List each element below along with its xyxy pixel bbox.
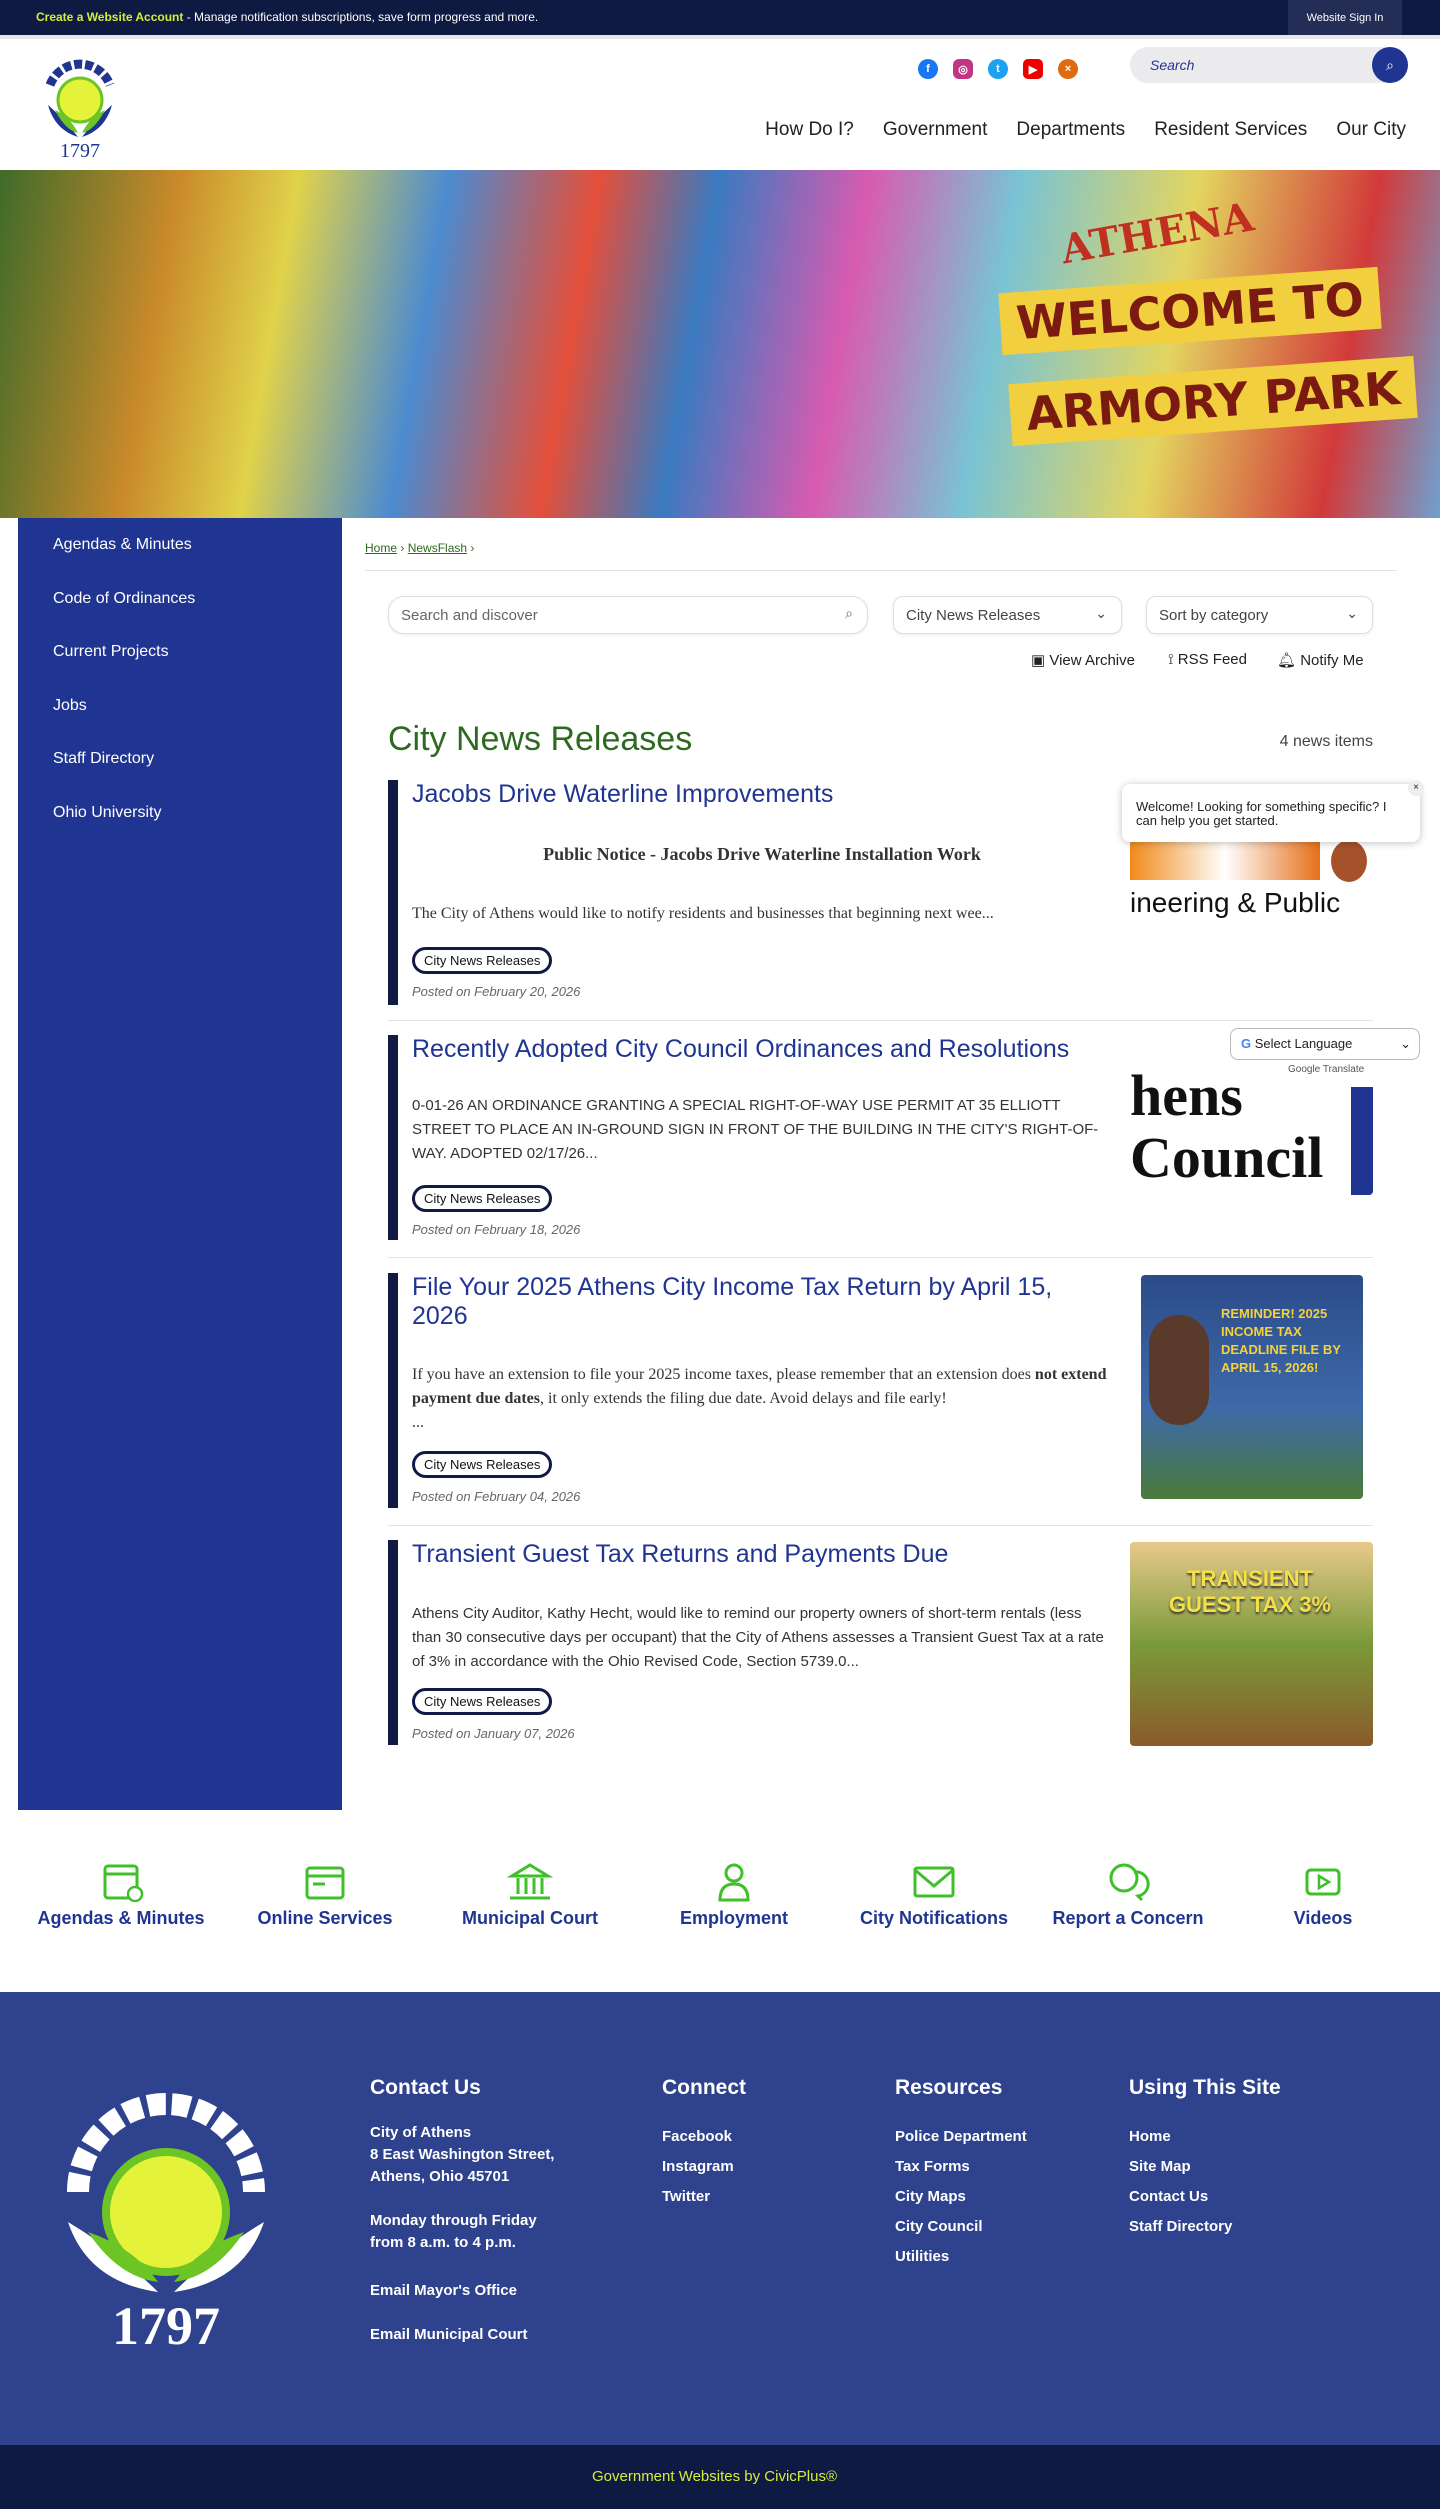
main-nav: [765, 119, 1406, 141]
bell-icon: 🔔︎: [1277, 652, 1297, 669]
item-accent-bar: [388, 1540, 398, 1745]
divider: [365, 570, 1397, 571]
summary-bold: not extend payment due dates: [412, 1366, 1107, 1407]
quick-link-city-notifications[interactable]: [834, 1862, 1034, 1929]
thumbnail-text: TRANSIENT GUEST TAX 3%: [1168, 1566, 1332, 1617]
footer-link-home[interactable]: Home: [1129, 2128, 1171, 2145]
news-summary: Athens City Auditor, Kathy Hecht, would like to remind our property owners of short-term rentals (less than 30 consecutive days per occupant) that the City of Athens assesses a Transient Guest Tax at a rate of 3% in accordance with the Ohio Revised Code, Section 5739.0...: [412, 1605, 1104, 1670]
twitter-icon[interactable]: t: [988, 59, 1008, 79]
quick-link-videos[interactable]: [1223, 1862, 1423, 1929]
posted-date: Posted on February 18, 2026: [412, 1222, 581, 1237]
hero-banner: [0, 170, 1440, 518]
footer-link-instagram[interactable]: Instagram: [662, 2158, 734, 2175]
news-thumbnail[interactable]: [1130, 1542, 1373, 1746]
summary-text: If you have an extension to file your 2025 income taxes, please remember that an extension does: [412, 1366, 1035, 1383]
site-header: [0, 35, 1440, 170]
sidebar: [18, 518, 342, 1810]
courthouse-icon: [506, 1862, 554, 1902]
news-title[interactable]: Jacobs Drive Waterline Improvements: [412, 780, 834, 808]
category-value: City News Releases: [906, 607, 1041, 624]
category-tag[interactable]: City News Releases: [412, 1451, 552, 1478]
divider: [388, 1020, 1373, 1021]
news-thumbnail[interactable]: [1141, 1275, 1363, 1499]
nav-resident-services[interactable]: Resident Services: [1154, 119, 1308, 140]
quick-link-employment[interactable]: [634, 1862, 834, 1929]
quick-link-online-services[interactable]: [225, 1862, 425, 1929]
breadcrumb-home[interactable]: Home: [365, 541, 398, 555]
create-account-link[interactable]: Create a Website Account: [36, 10, 184, 24]
news-thumbnail[interactable]: [1130, 1055, 1373, 1195]
thumbnail-text: ineering & Public: [1130, 887, 1341, 918]
footer-link-tax-forms[interactable]: Tax Forms: [895, 2158, 970, 2175]
contact-hours: Monday through Friday: [370, 2212, 537, 2229]
youtube-icon[interactable]: ▶: [1023, 59, 1043, 79]
athens-seal-icon: [30, 45, 130, 165]
footer-link-site-map[interactable]: Site Map: [1129, 2158, 1191, 2175]
item-accent-bar: [388, 780, 398, 1005]
footer-logo[interactable]: [48, 2082, 284, 2352]
sidebar-item-agendas[interactable]: Agendas & Minutes: [53, 536, 192, 553]
sidebar-item-ohio-university[interactable]: Ohio University: [53, 804, 162, 821]
quick-link-label: City Notifications: [859, 1908, 1008, 1928]
footer-link-contact[interactable]: Contact Us: [1129, 2188, 1209, 2205]
footer-link-city-maps[interactable]: City Maps: [895, 2188, 966, 2205]
news-item: [388, 1273, 1373, 1508]
nav-how-do-i[interactable]: How Do I?: [765, 119, 854, 140]
language-select[interactable]: [1230, 1028, 1420, 1060]
category-select[interactable]: [893, 596, 1122, 634]
facebook-icon[interactable]: f: [918, 59, 938, 79]
quick-link-label: Videos: [1293, 1908, 1353, 1928]
video-play-icon: [1299, 1862, 1347, 1902]
chevron-down-icon: ⌄: [1095, 605, 1107, 621]
footer-contact: [370, 2076, 554, 2350]
news-title[interactable]: File Your 2025 Athens City Income Tax Return by April 15, 2026: [412, 1273, 1053, 1330]
news-summary: The City of Athens would like to notify residents and businesses that beginning next wee...: [412, 905, 994, 922]
instagram-icon[interactable]: ◎: [953, 59, 973, 79]
sidebar-item-jobs[interactable]: Jobs: [53, 697, 87, 714]
footer-using-site: [1129, 2076, 1281, 2242]
breadcrumb-sep: ›: [470, 541, 475, 555]
quick-link-label: Online Services: [257, 1908, 393, 1928]
summary-ellipsis: ...: [412, 1414, 424, 1431]
news-thumbnail[interactable]: [1130, 840, 1373, 930]
google-translate-label: Google Translate: [1288, 1064, 1365, 1075]
view-archive-link[interactable]: [1031, 651, 1135, 669]
bottom-bar: [0, 2445, 1440, 2509]
breadcrumb-newsflash[interactable]: NewsFlash: [407, 541, 468, 555]
footer-heading: Resources: [895, 2076, 1003, 2099]
hero-text-welcome: WELCOME TO: [998, 267, 1381, 355]
svg-text:1797: 1797: [60, 140, 100, 162]
nav-government[interactable]: Government: [882, 119, 988, 140]
footer-link-facebook[interactable]: Facebook: [662, 2128, 733, 2145]
item-accent-bar: [388, 1035, 398, 1240]
news-summary: 0-01-26 AN ORDINANCE GRANTING A SPECIAL RIGHT-OF-WAY USE PERMIT AT 35 ELLIOTT STREET TO PLACE AN IN-GROUND SIGN IN FRONT OF THE BUILDING IN THE CITY'S RIGHT-OF-WAY. ADOPTED 02/17/26...: [412, 1097, 1099, 1162]
search-icon: ⌕: [1386, 56, 1394, 73]
news-count: 4 news items: [1279, 733, 1373, 750]
close-icon[interactable]: ×: [1408, 780, 1424, 796]
divider: [388, 1525, 1373, 1526]
sort-value: Sort by category: [1159, 607, 1269, 624]
chat-bubbles-icon: [1104, 1862, 1152, 1902]
online-services-icon: [301, 1862, 349, 1902]
footer-link-utilities[interactable]: Utilities: [895, 2248, 950, 2265]
posted-date: Posted on February 20, 2026: [412, 984, 581, 999]
email-court-link[interactable]: Email Municipal Court: [370, 2326, 528, 2343]
site-search[interactable]: [1130, 47, 1408, 83]
search-button[interactable]: [1372, 47, 1408, 83]
hero-text-park: ARMORY PARK: [1008, 356, 1418, 446]
quick-link-report-concern[interactable]: [1028, 1862, 1228, 1929]
athens-seal-icon: [48, 2082, 284, 2352]
news-subheading: Public Notice - Jacobs Drive Waterline Installation Work: [543, 844, 981, 864]
divider: [388, 1257, 1373, 1258]
rss-feed-link[interactable]: [1168, 651, 1247, 668]
banner-message: - Manage notification subscriptions, save form progress and more.: [183, 10, 539, 24]
news-search-input[interactable]: [388, 596, 868, 634]
news-search-placeholder: Search and discover: [401, 607, 538, 624]
footer-link-city-council[interactable]: City Council: [895, 2218, 983, 2235]
nav-our-city[interactable]: Our City: [1336, 119, 1406, 140]
google-icon: G: [1241, 1036, 1252, 1051]
news-summary: [412, 1363, 1112, 1435]
category-tag[interactable]: City News Releases: [412, 1185, 552, 1212]
sign-in-button[interactable]: Website Sign In: [1288, 0, 1402, 35]
quick-link-label: Agendas & Minutes: [37, 1908, 205, 1928]
category-tag[interactable]: City News Releases: [412, 1688, 552, 1715]
nav-departments[interactable]: Departments: [1016, 119, 1126, 140]
news-item: [388, 1540, 1373, 1745]
footer-resources: [895, 2076, 1027, 2272]
sidebar-item-ordinances[interactable]: Code of Ordinances: [53, 590, 196, 607]
contact-name: City of Athens: [370, 2124, 472, 2141]
notify-label: Notify Me: [1300, 652, 1364, 669]
footer-heading: Connect: [662, 2076, 746, 2099]
page-title: City News Releases: [388, 720, 693, 758]
quick-link-municipal-court[interactable]: [430, 1862, 630, 1929]
news-title[interactable]: Transient Guest Tax Returns and Payments Due: [412, 1540, 949, 1568]
notify-me-link[interactable]: [1277, 651, 1364, 669]
footer-heading: Contact Us: [370, 2076, 481, 2099]
rss-icon: ⟟: [1168, 651, 1174, 668]
thumbnail-text: hens Council: [1130, 1063, 1324, 1190]
city-logo[interactable]: [30, 45, 130, 165]
footer-link-staff-directory[interactable]: Staff Directory: [1129, 2218, 1233, 2235]
envelope-icon: [910, 1862, 958, 1902]
item-accent-bar: [388, 1273, 398, 1508]
mascot-icon: [1331, 840, 1367, 882]
person-icon: [710, 1862, 758, 1902]
footer-connect: [662, 2076, 746, 2212]
search-icon: ⌕: [845, 605, 853, 621]
sidebar-item-projects[interactable]: Current Projects: [53, 643, 169, 660]
quick-link-agendas[interactable]: [21, 1862, 221, 1929]
email-mayor-link[interactable]: Email Mayor's Office: [370, 2282, 517, 2299]
site-footer: [0, 1992, 1440, 2445]
category-tag[interactable]: City News Releases: [412, 947, 552, 974]
footer-link-twitter[interactable]: Twitter: [662, 2188, 711, 2205]
account-banner: [36, 10, 538, 24]
civicplus-credit[interactable]: Government Websites by CivicPlus®: [592, 2468, 838, 2485]
x-icon[interactable]: ×: [1058, 59, 1078, 79]
posted-date: Posted on February 04, 2026: [412, 1489, 581, 1504]
view-archive-label: View Archive: [1049, 652, 1135, 669]
chevron-down-icon: ⌄: [1400, 1036, 1411, 1051]
summary-text: , it only extends the filing due date. Avoid delays and file early!: [540, 1390, 947, 1407]
sidebar-item-staff-directory[interactable]: Staff Directory: [53, 750, 155, 767]
thumbnail-text: REMINDER! 2025 INCOME TAX DEADLINE FILE BY APRIL 15, 2026!: [1221, 1306, 1341, 1375]
footer-link-police[interactable]: Police Department: [895, 2128, 1027, 2145]
archive-icon: ▣: [1031, 652, 1046, 669]
hero-text-athena: ATHENA: [1057, 193, 1258, 274]
news-item: [388, 1035, 1373, 1240]
site-search-input[interactable]: Search: [1150, 57, 1195, 73]
chevron-down-icon: ⌄: [1346, 605, 1358, 621]
top-bar: [0, 0, 1440, 35]
breadcrumb: [365, 541, 474, 555]
svg-text:1797: 1797: [112, 2296, 220, 2352]
contact-address: Athens, Ohio 45701: [370, 2168, 510, 2185]
posted-date: Posted on January 07, 2026: [412, 1726, 575, 1741]
quick-link-label: Employment: [679, 1908, 789, 1928]
rss-label: RSS Feed: [1177, 651, 1247, 668]
contact-hours: from 8 a.m. to 4 p.m.: [370, 2234, 516, 2251]
breadcrumb-sep: ›: [400, 541, 405, 555]
quick-link-label: Municipal Court: [462, 1908, 598, 1928]
news-title[interactable]: Recently Adopted City Council Ordinances and Resolutions: [412, 1035, 1070, 1063]
quick-link-label: Report a Concern: [1052, 1908, 1204, 1928]
language-select-value: Select Language: [1254, 1036, 1353, 1051]
calendar-icon: [97, 1862, 145, 1902]
chat-welcome-bubble[interactable]: Welcome! Looking for something specific? I can help you get started.: [1122, 784, 1420, 842]
contact-address: 8 East Washington Street,: [370, 2146, 555, 2163]
footer-heading: Using This Site: [1129, 2076, 1281, 2099]
sort-select[interactable]: [1146, 596, 1373, 634]
